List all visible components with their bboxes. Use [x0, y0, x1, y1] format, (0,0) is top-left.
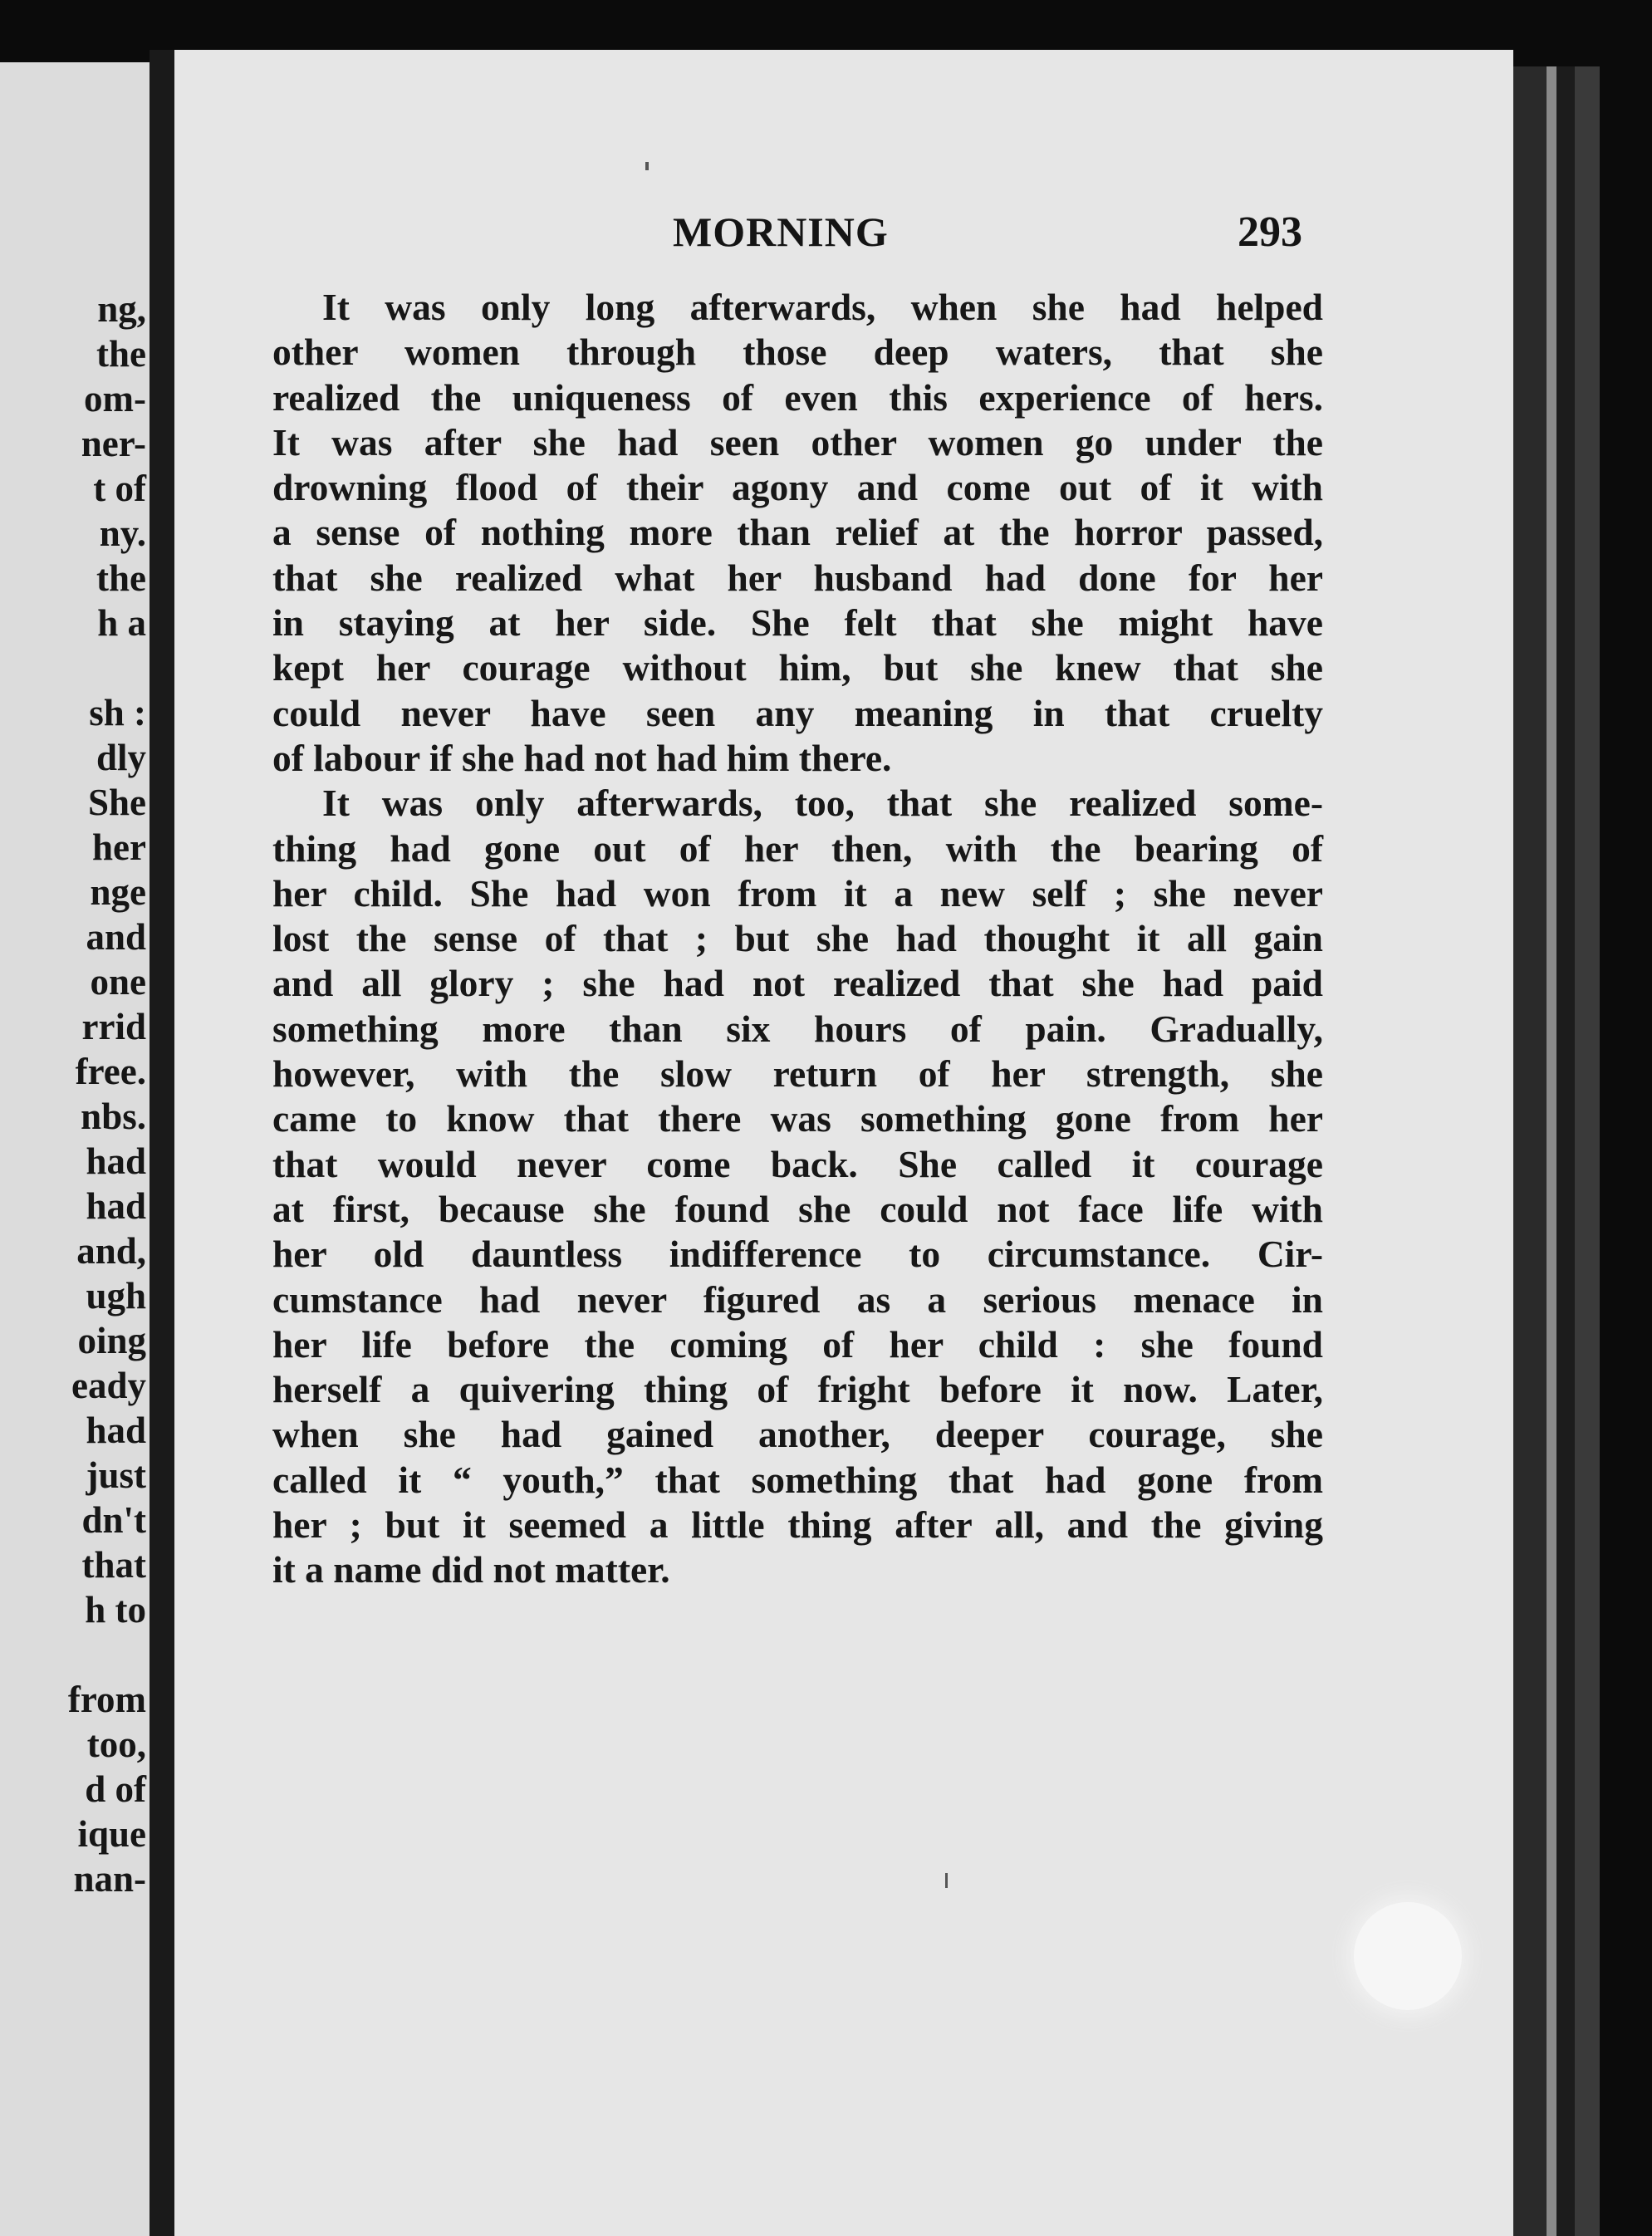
facing-line-end: ugh — [86, 1275, 146, 1317]
facing-line-end: eady — [71, 1365, 146, 1406]
facing-line-end: dn't — [81, 1499, 146, 1541]
facing-line-end: had — [86, 1185, 146, 1227]
facing-line-end: free. — [75, 1051, 146, 1092]
text-line: realized the uniqueness of even this experience of hers. — [272, 375, 1323, 419]
text-line: her ; but it seemed a little thing after all, and the giving — [272, 1503, 1323, 1547]
text-line: it a name did not matter. — [272, 1548, 670, 1591]
running-title: MORNING — [673, 208, 889, 255]
facing-line-end: had — [86, 1410, 146, 1451]
text-line: could never have seen any meaning in that cruelty — [272, 691, 1323, 734]
book-page — [174, 50, 1513, 2236]
facing-line-end: had — [86, 1140, 146, 1182]
text-line: a sense of nothing more than relief at the horror passed, — [272, 511, 1323, 554]
facing-line-end: the — [96, 333, 146, 375]
facing-line-end: nbs. — [81, 1096, 146, 1137]
text-line: when she had gained another, deeper courage, she — [272, 1413, 1323, 1456]
facing-line-end: She — [87, 782, 146, 823]
facing-line-end: h to — [85, 1589, 146, 1630]
facing-line-end: oing — [77, 1320, 146, 1361]
facing-line-end — [68, 1632, 146, 1677]
facing-line-end — [68, 645, 146, 690]
facing-line-end: h a — [97, 602, 146, 644]
text-line: thing had gone out of her then, with the bearing of — [272, 826, 1323, 870]
text-line: It was only long afterwards, when she had helped — [322, 286, 1323, 328]
text-line: her old dauntless indifference to circumstance. Cir- — [272, 1233, 1323, 1276]
scan-speck — [645, 162, 649, 170]
facing-line-end: om- — [84, 378, 146, 419]
text-line: at first, because she found she could not face life with — [272, 1187, 1323, 1230]
text-line: her child. She had won from it a new self ; she never — [272, 871, 1323, 915]
facing-line-end: ng, — [97, 288, 146, 330]
text-line: drowning flood of their agony and come out of it with — [272, 466, 1323, 509]
page-gutter — [150, 50, 174, 2236]
text-line: called it “ youth,” that something that had gone from — [272, 1458, 1323, 1501]
text-line: that she realized what her husband had done for her — [272, 556, 1323, 599]
facing-line-end: d of — [85, 1768, 146, 1810]
text-line: her life before the coming of her child : she found — [272, 1322, 1323, 1366]
page-body-text — [272, 285, 1323, 1593]
text-line: herself a quivering thing of fright before it now. Later, — [272, 1368, 1323, 1411]
facing-line-end: the — [96, 557, 146, 599]
text-line: It was only afterwards, too, that she realized some- — [322, 782, 1323, 825]
paper-stain — [1354, 1902, 1462, 2010]
text-line: something more than six hours of pain. Gradually, — [272, 1007, 1323, 1050]
text-line: other women through those deep waters, that she — [272, 331, 1323, 374]
text-line: cumstance had never figured as a serious menace in — [272, 1277, 1323, 1321]
facing-line-end: ny. — [99, 512, 146, 554]
facing-line-end: nan- — [73, 1858, 146, 1900]
facing-line-end: her — [92, 826, 146, 868]
facing-line-end: dly — [96, 737, 146, 778]
text-line: It was after she had seen other women go under the — [272, 420, 1323, 463]
text-line: however, with the slow return of her strength, she — [272, 1052, 1323, 1096]
page-edge-shadow — [1513, 66, 1547, 2236]
facing-line-end: and — [86, 916, 146, 958]
facing-line-end: sh : — [89, 692, 146, 733]
text-line: came to know that there was something gone from her — [272, 1097, 1323, 1140]
facing-line-end: ner- — [81, 423, 146, 464]
running-head — [174, 208, 1513, 266]
facing-line-end: rrid — [81, 1006, 146, 1047]
text-line: kept her courage without him, but she knew that she — [272, 646, 1323, 689]
facing-line-end: one — [90, 961, 146, 1003]
page-number: 293 — [1238, 208, 1302, 256]
facing-line-end: that — [81, 1544, 146, 1586]
facing-line-end: t of — [93, 468, 146, 509]
page-edge-dark — [1556, 66, 1575, 2236]
book-edge — [1575, 66, 1600, 2236]
facing-page-fragment — [0, 62, 150, 2236]
facing-line-end: ique — [77, 1813, 146, 1855]
facing-line-end: nge — [90, 871, 146, 913]
page-edge-highlight — [1547, 66, 1556, 2236]
text-line: that would never come back. She called it courage — [272, 1142, 1323, 1185]
facing-page-line-ends — [68, 287, 146, 1901]
scan-speck — [945, 1873, 948, 1888]
text-line: and all glory ; she had not realized that she had paid — [272, 962, 1323, 1005]
text-line: of labour if she had not had him there. — [272, 736, 892, 779]
text-line: lost the sense of that ; but she had thought it all gain — [272, 917, 1323, 960]
facing-line-end: too, — [86, 1724, 146, 1765]
facing-line-end: just — [86, 1454, 146, 1496]
text-line: in staying at her side. She felt that she might have — [272, 601, 1323, 645]
facing-line-end: from — [67, 1679, 146, 1720]
facing-line-end: and, — [76, 1230, 146, 1272]
